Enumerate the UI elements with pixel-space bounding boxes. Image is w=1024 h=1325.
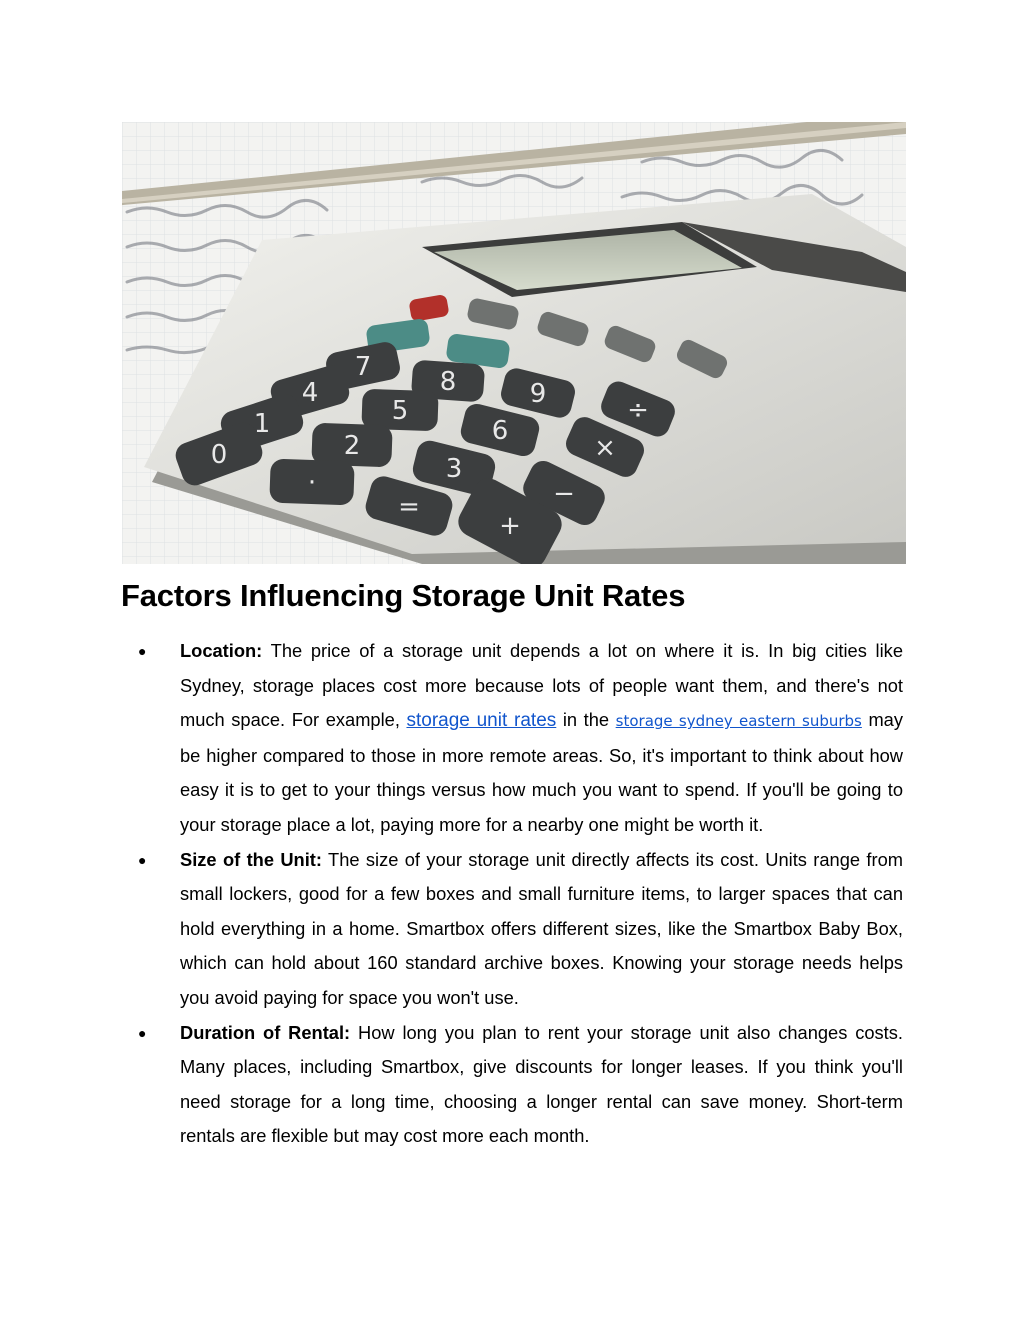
item-lead: Size of the Unit: (180, 848, 322, 870)
svg-text:8: 8 (439, 367, 457, 397)
page-title: Factors Influencing Storage Unit Rates (121, 578, 686, 613)
svg-text:6: 6 (491, 416, 509, 446)
item-text: The price of a storage unit depends a lot on where it is. In big cities like Sydney, storage places cost more because lots of people want them, and there's not much space. For example, (180, 640, 903, 731)
bullet-icon: ● (138, 1024, 147, 1041)
hero-image (122, 122, 906, 564)
item-lead: Location: (180, 640, 263, 661)
svg-text:5: 5 (391, 396, 409, 426)
item-text: How long you plan to rent your storage unit also changes costs. Many places, including Smartbox, give discounts for longer leases. If you think you'll need storage for a long time, choosing a longer rental can save money. Short-term rentals are flexible but may cost more each month. (180, 1021, 903, 1147)
item-text: in the (556, 709, 616, 731)
calculator-illustration (122, 122, 906, 564)
list-item-duration (122, 1016, 906, 1154)
svg-text:3: 3 (445, 454, 463, 484)
item-text: may be higher compared to those in more remote areas. So, it's important to think about how easy it is to get to your things versus how much you want to spend. If you'll be going to your storage place a lot, paying more for a nearby one might be worth it. (180, 709, 903, 835)
factors-list (122, 634, 906, 1154)
svg-text:2: 2 (343, 431, 361, 461)
svg-text:=: = (398, 492, 420, 522)
svg-text:0: 0 (210, 440, 228, 470)
svg-text:·: · (307, 468, 317, 498)
svg-text:+: + (499, 511, 521, 541)
item-lead: Duration of Rental: (180, 1021, 351, 1043)
svg-text:4: 4 (301, 378, 319, 408)
list-item-size (122, 843, 906, 1016)
svg-text:×: × (594, 433, 616, 463)
svg-text:7: 7 (354, 352, 372, 382)
svg-text:÷: ÷ (627, 395, 649, 425)
svg-text:1: 1 (253, 409, 271, 439)
storage-unit-rates-link[interactable]: storage unit rates (406, 710, 557, 732)
bullet-icon: ● (138, 643, 147, 659)
item-text: The size of your storage unit directly affects its cost. Units range from small lockers, good for a few boxes and small furniture items, to larger spaces that can hold everything in a home. Smartbox offers different sizes, like the Smartbox Baby Box, which can hold about 160 standard archive boxes. Knowing your storage needs helps you avoid paying for space you won't use. (180, 848, 903, 1008)
svg-text:−: − (553, 479, 575, 509)
storage-sydney-eastern-suburbs-link[interactable]: storage sydney eastern suburbs (615, 712, 862, 731)
svg-text:9: 9 (529, 379, 547, 409)
bullet-icon: ● (138, 851, 147, 868)
list-item-location (122, 634, 906, 843)
